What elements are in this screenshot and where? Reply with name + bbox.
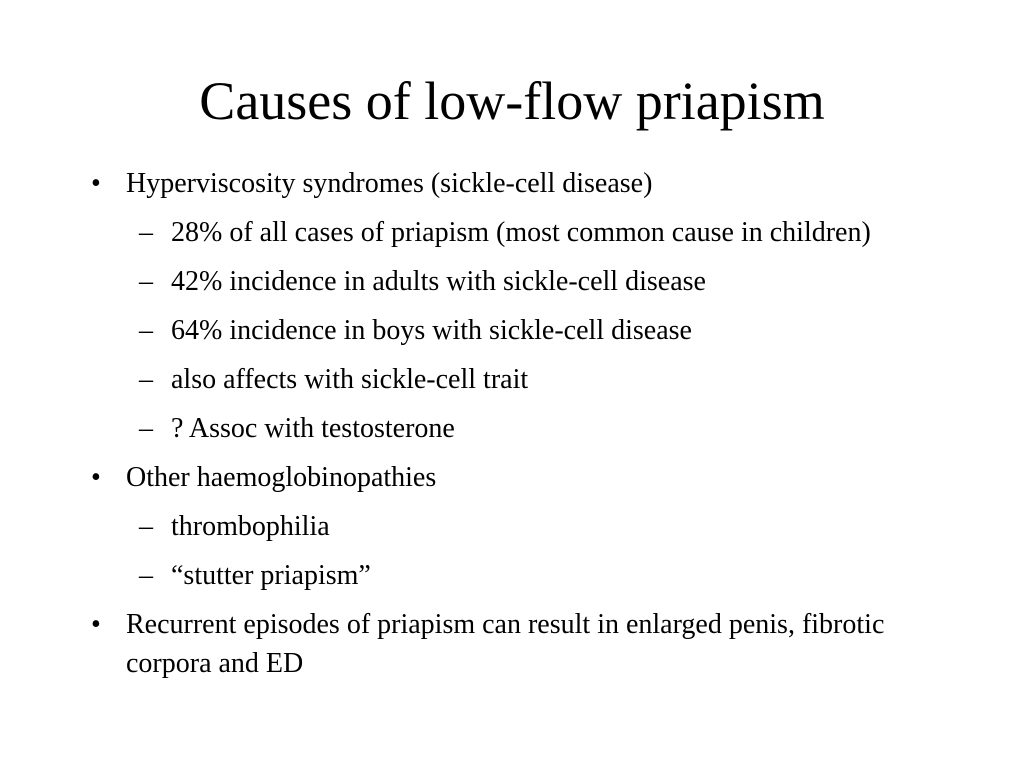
dash-marker: – [139, 413, 153, 444]
sub-bullet-item [0, 262, 1024, 301]
sub-bullet-text: ? Assoc with testosterone [171, 413, 455, 444]
sub-bullet-item [0, 409, 1024, 448]
bullet-marker: • [91, 609, 101, 640]
dash-marker: – [139, 560, 153, 591]
sub-bullet-text: also affects with sickle-cell trait [171, 364, 529, 395]
dash-marker: – [139, 315, 153, 346]
bullet-text: Other haemoglobinopathies [126, 462, 437, 493]
bullet-list [0, 164, 1024, 693]
dash-marker: – [139, 217, 153, 248]
sub-bullet-text: 64% incidence in boys with sickle-cell disease [171, 315, 692, 346]
sub-bullet-item [0, 213, 1024, 252]
bullet-text: Hyperviscosity syndromes (sickle-cell disease) [126, 168, 653, 199]
sub-bullet-text: “stutter priapism” [171, 560, 371, 591]
bullet-item [0, 164, 1024, 203]
sub-bullet-text: 28% of all cases of priapism (most common cause in children) [171, 217, 871, 248]
bullet-item [0, 458, 1024, 497]
dash-marker: – [139, 364, 153, 395]
sub-bullet-text: 42% incidence in adults with sickle-cell disease [171, 266, 706, 297]
slide-title: Causes of low-flow priapism [199, 71, 825, 131]
sub-bullet-text: thrombophilia [171, 511, 330, 542]
dash-marker: – [139, 266, 153, 297]
sub-bullet-item [0, 556, 1024, 595]
bullet-marker: • [91, 462, 101, 493]
sub-bullet-item [0, 311, 1024, 350]
sub-bullet-item [0, 360, 1024, 399]
bullet-marker: • [91, 168, 101, 199]
bullet-item [0, 605, 1024, 683]
sub-bullet-item [0, 507, 1024, 546]
dash-marker: – [139, 511, 153, 542]
bullet-text: Recurrent episodes of priapism can result in enlarged penis, fibrotic corpora and ED [126, 609, 885, 679]
